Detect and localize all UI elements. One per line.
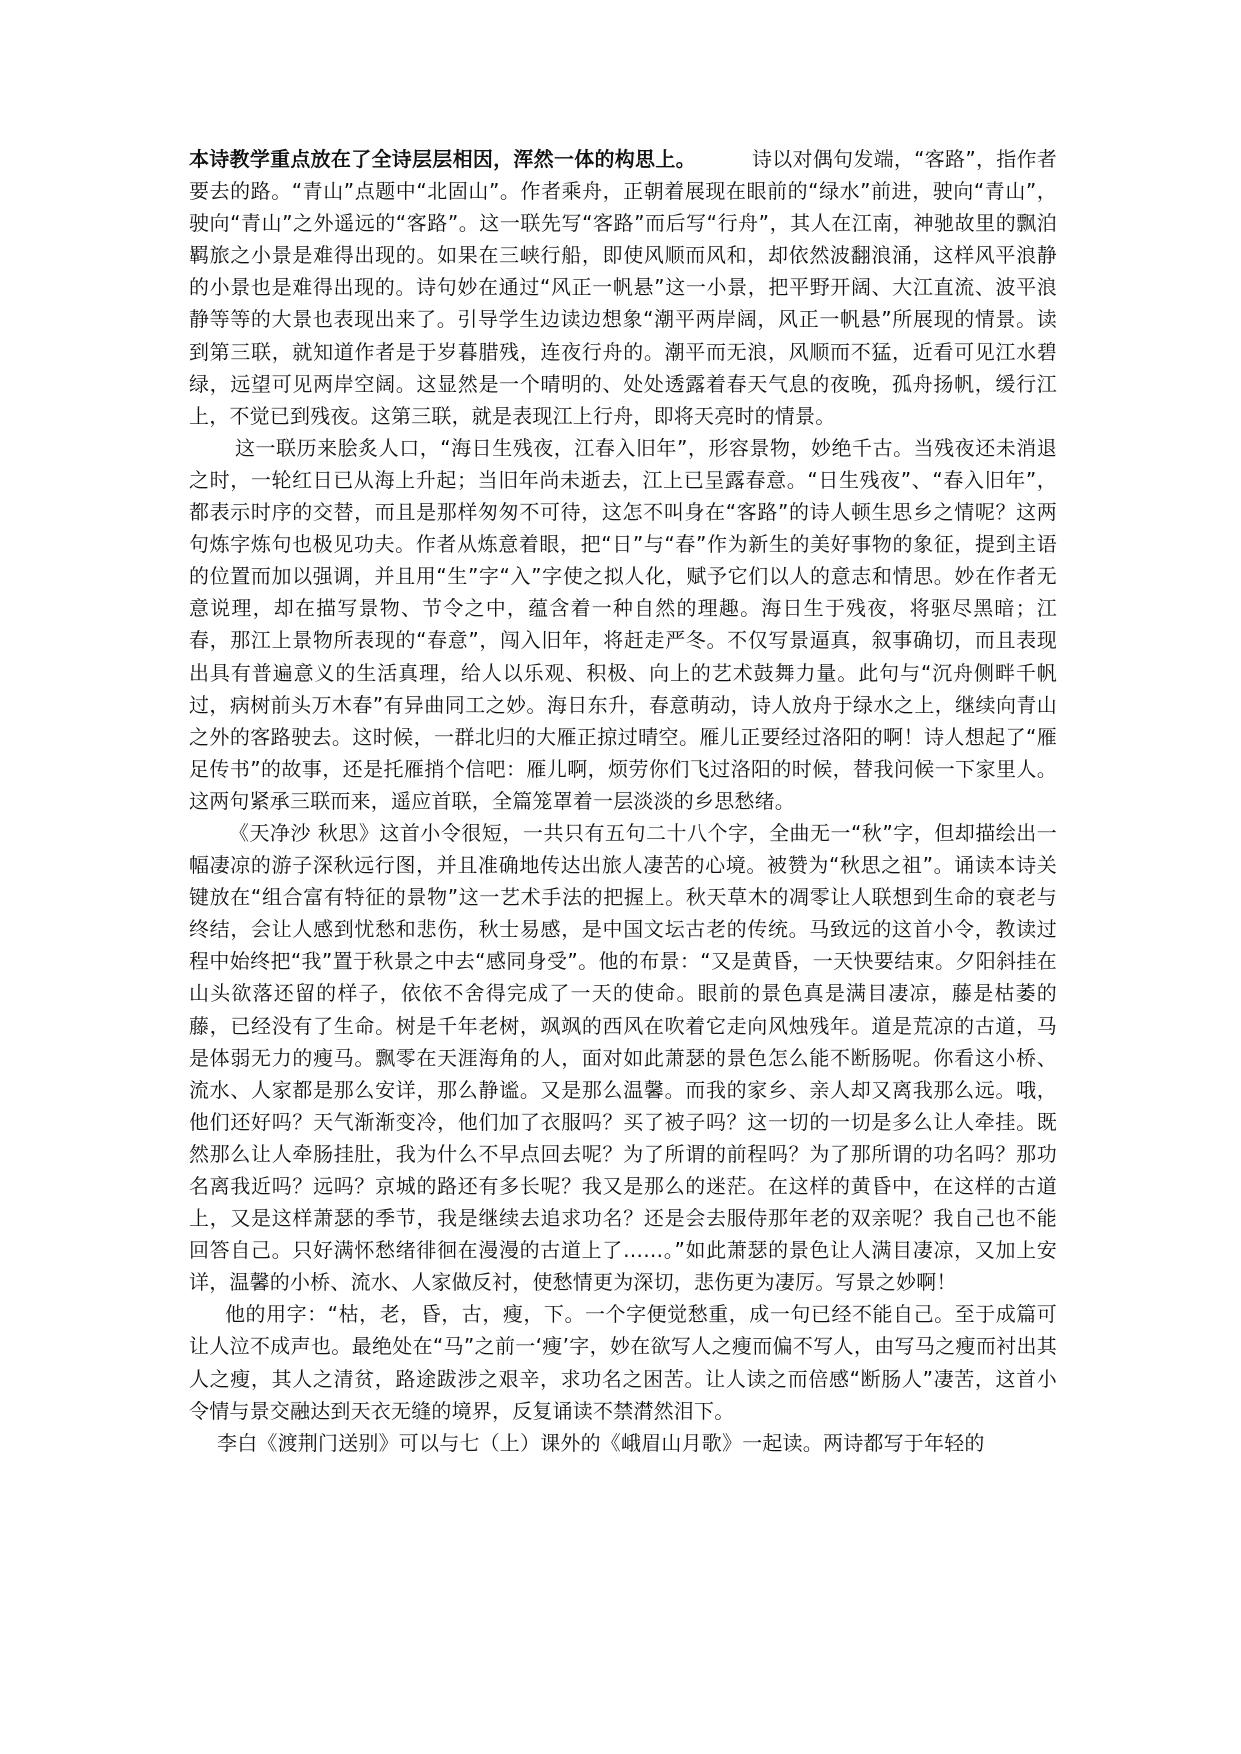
paragraph-3: 《天净沙 秋思》这首小令很短，一共只有五句二十八个字，全曲无一“秋”字，但却描绘出一幅凄凉的游子深秋远行图，并且准确地传达出旅人凄苦的心境。被赞为“秋思之祖”。诵读本诗关键放在“组合富有特征的景物”这一艺术手法的把握上。秋天草木的凋零让人联想到生命的衰老与终结，会让人感到忧愁和悲伤，秋士易感，是中国文坛古老的传统。马致远的这首小令，教读过程中始终把“我”置于秋景之中去“感同身受”。他的布景：“又是黄昏，一天快要结束。夕阳斜挂在山头欲落还留的样子，依依不舍得完成了一天的使命。眼前的景色真是满目凄凉，藤是枯萎的藤，已经没有了生命。树是千年老树，飒飒的西风在吹着它走向风烛残年。道是荒凉的古道，马是体弱无力的瘦马。飘零在天涯海角的人，面对如此萧瑟的景色怎么能不断肠呢。你看这小桥、流水、人家都是那么安详，那么静谧。又是那么温馨。而我的家乡、亲人却又离我那么远。哦，他们还好吗？天气渐渐变冷，他们加了衣服吗？买了被子吗？这一切的一切是多么让人牵挂。既然那么让人牵肠挂肚，我为什么不早点回去呢？为了所谓的前程吗？为了那所谓的功名吗？那功名离我近吗？远吗？京城的路还有多长呢？我又是那么的迷茫。在这样的黄昏中，在这样的古道上，又是这样萧瑟的季节，我是继续去追求功名？还是会去服侍那年老的双亲呢？我自己也不能回答自己。只好满怀愁绪徘徊在漫漫的古道上了……。”如此萧瑟的景色让人满目凄凉，又加上安详，温馨的小桥、流水、人家做反衬，使愁情更为深切，悲伤更为凄厉。写景之妙啊！ (189, 820, 1057, 1295)
paragraph-4: 他的用字：“枯，老，昏，古，瘦，下。一个字便觉愁重，成一句已经不能自己。至于成篇可让人泣不成声也。最绝处在“马”之前一‘瘦’字，妙在欲写人之瘦而偏不写人，由写马之瘦而衬出其人之瘦，其人之清贫，路途跋涉之艰辛，求功名之困苦。让人读之而倍感“断肠人”凄苦，这首小令情与景交融达到天衣无缝的境界，反复诵读不禁潸然泪下。 (189, 1302, 1057, 1423)
paragraph-1-text: 诗以对偶句发端，“客路”，指作者要去的路。“青山”点题中“北固山”。作者乘舟，正朝着展现在眼前的“绿水”前进，驶向“青山”，驶向“青山”之外遥远的“客路”。这一联先写“客路”而后写“行舟”，其人在江南，神驰故里的飘泊羁旅之小景是难得出现的。如果在三峡行船，即使风顺而风和，却依然波翻浪涌，这样风平浪静的小景也是难得出现的。诗句妙在通过“风正一帆悬”这一小景，把平野开阔、大江直流、波平浪静等等的大景也表现出来了。引导学生边读边想象“潮平两岸阔，风正一帆悬”所展现的情景。读到第三联，就知道作者是于岁暮腊残，连夜行舟的。潮平而无浪，风顺而不猛，近看可见江水碧绿，远望可见两岸空阔。这显然是一个晴明的、处处透露着春天气息的夜晚，孤舟扬帆，缓行江上，不觉已到残夜。这第三联，就是表现江上行舟，即将天亮时的情景。 (189, 147, 1057, 428)
paragraph-1 (189, 143, 1057, 432)
document-body (189, 143, 1057, 1459)
paragraph-5: 李白《渡荆门送别》可以与七（上）课外的《峨眉山月歌》一起读。两诗都写于年轻的 (217, 1430, 985, 1455)
lead-heading: 本诗教学重点放在了全诗层层相因，浑然一体的构思上。 (189, 147, 696, 171)
paragraph-2: 这一联历来脍炙人口，“海日生残夜，江春入旧年”，形容景物，妙绝千古。当残夜还未消退之时，一轮红日已从海上升起；当旧年尚未逝去，江上已呈露春意。“日生残夜”、“春入旧年”，都表示时序的交替，而且是那样匆匆不可待，这怎不叫身在“客路”的诗人顿生思乡之情呢？这两句炼字炼句也极见功夫。作者从炼意着眼，把“日”与“春”作为新生的美好事物的象征，提到主语的位置而加以强调，并且用“生”字“入”字使之拟人化，赋予它们以人的意志和情思。妙在作者无意说理，却在描写景物、节令之中，蕴含着一种自然的理趣。海日生于残夜，将驱尽黑暗；江春，那江上景物所表现的“春意”，闯入旧年，将赶走严冬。不仅写景逼真，叙事确切，而且表现出具有普遍意义的生活真理，给人以乐观、积极、向上的艺术鼓舞力量。此句与“沉舟侧畔千帆过，病树前头万木春”有异曲同工之妙。海日东升，春意萌动，诗人放舟于绿水之上，继续向青山之外的客路驶去。这时候，一群北归的大雁正掠过晴空。雁儿正要经过洛阳的啊！诗人想起了“雁足传书”的故事，还是托雁捎个信吧：雁儿啊，烦劳你们飞过洛阳的时候，替我问候一下家里人。这两句紧承三联而来，遥应首联，全篇笼罩着一层淡淡的乡思愁绪。 (189, 435, 1057, 813)
